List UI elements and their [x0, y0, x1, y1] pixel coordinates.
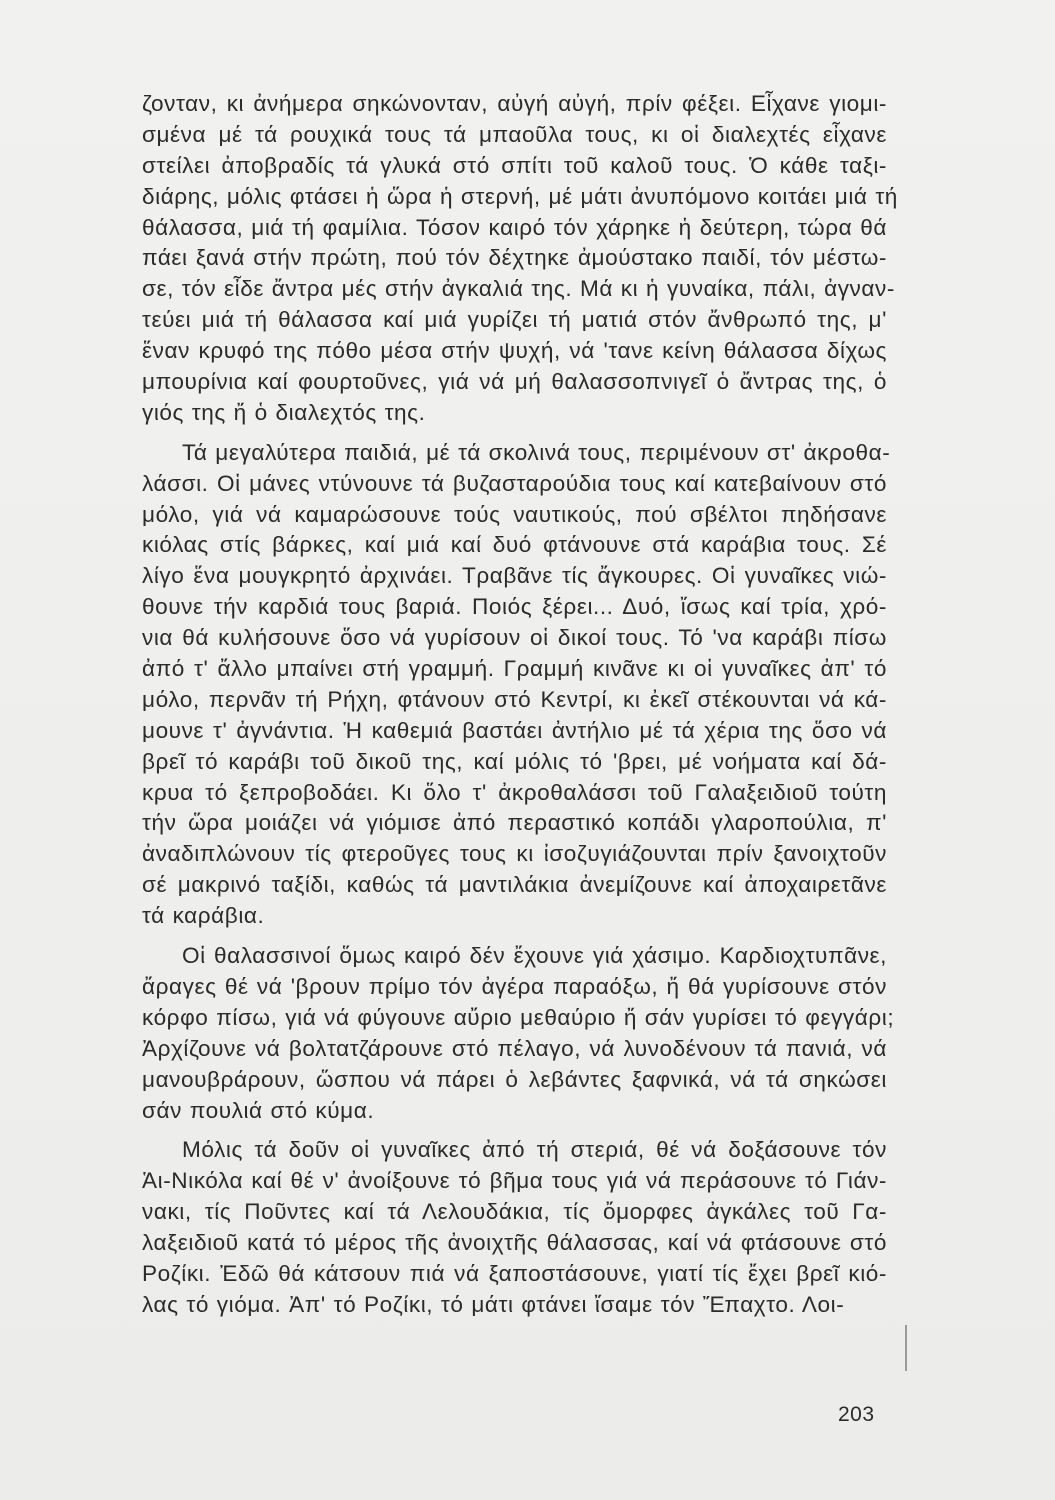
body-text	[142, 89, 898, 1321]
text-line: λαξειδιοῦ κατά τό μέρος τῆς ἀνοιχτῆς θάλασσας, καί νά φτάσουνε στό	[142, 1230, 887, 1256]
text-line: διάρης, μόλις φτάσει ἡ ὥρα ἡ στερνή, μέ μάτι ἀνυπόμονο κοιτάει μιά τή	[142, 183, 898, 209]
text-line: ἀναδιπλώνουν τίς φτεροῦγες τους κι ἰσοζυγιάζουνται πρίν ξανοιχτοῦν	[142, 841, 887, 867]
text-line: λίγο ἕνα μουγκρητό ἀρχινάει. Τραβᾶνε τίς ἄγκουρες. Οἱ γυναῖκες νιώ-	[142, 563, 887, 589]
text-line: λάσσι. Οἱ μάνες ντύνουνε τά βυζασταρούδια τους καί κατεβαίνουν στό	[142, 470, 887, 496]
paragraph	[142, 941, 895, 1126]
text-line: πάει ξανά στήν πρώτη, πού τόν δέχτηκε ἀμούστακο παιδί, τόν μέστω-	[142, 245, 887, 271]
page-number: 203	[838, 1403, 875, 1426]
text-line: ζονταν, κι ἀνήμερα σηκώνονταν, αὐγή αὐγή, πρίν φέξει. Εἶχανε γιομι-	[142, 91, 887, 116]
text-line: Οἱ θαλασσινοί ὅμως καιρό δέν ἔχουνε γιά χάσιμο. Καρδιοχτυπᾶνε,	[182, 943, 887, 969]
text-line: ἕναν κρυφό της πόθο μέσα στήν ψυχή, νά 'τανε κείνη θάλασσα δίχως	[142, 338, 887, 364]
text-line: κιόλας στίς βάρκες, καί μιά καί δυό φτάνουνε στά καράβια τους. Σέ	[142, 532, 887, 558]
text-line: μπουρίνια καί φουρτοῦνες, γιά νά μή θαλασσοπνιγεῖ ὁ ἄντρας της, ὁ	[142, 369, 887, 395]
paragraph	[142, 1135, 887, 1320]
text-line: θάλασσα, μιά τή φαμίλια. Τόσον καιρό τόν χάρηκε ἡ δεύτερη, τώρα θά	[142, 214, 887, 240]
paragraph-gap	[142, 429, 887, 438]
paragraph-gap	[142, 1126, 887, 1135]
text-line: Ἀρχίζουνε νά βολτατζάρουνε στό πέλαγο, νά λυνοδένουν τά πανιά, νά	[142, 1035, 887, 1061]
text-line: τά καράβια.	[142, 903, 265, 929]
text-line: κρυα τό ξεπροβοδάει. Κι ὅλο τ' ἀκροθαλάσσι τοῦ Γαλαξειδιοῦ τούτη	[142, 779, 887, 805]
text-line: μουνε τ' ἀγνάντια. Ἡ καθεμιά βαστάει ἀντήλιο μέ τά χέρια της ὅσο νά	[142, 717, 887, 743]
text-line: κόρφο πίσω, γιά νά φύγουνε αὔριο μεθαύριο ἤ σάν γυρίσει τό φεγγάρι;	[142, 1004, 895, 1030]
text-line: μόλο, γιά νά καμαρώσουνε τούς ναυτικούς, πού σβέλτοι πηδήσανε	[142, 501, 887, 527]
text-line: Ἁι-Νικόλα καί θέ ν' ἀνοίξουνε τό βῆμα τους γιά νά περάσουνε τό Γιάν-	[142, 1168, 887, 1194]
text-line: Ροζίκι. Ἐδῶ θά κάτσουν πιά νά ξαποστάσουνε, γιατί τίς ἔχει βρεῖ κιό-	[142, 1260, 887, 1286]
text-line: ἄραγες θέ νά 'βρουν πρίμο τόν ἀγέρα παραόξω, ἤ θά γυρίσουνε στόν	[142, 973, 887, 999]
text-line: μανουβράρουν, ὥσπου νά πάρει ὁ λεβάντες ξαφνικά, νά τά σηκώσει	[142, 1066, 887, 1092]
text-line: νακι, τίς Ποῦντες καί τά Λελουδάκια, τίς ὄμορφες ἀγκάλες τοῦ Γα-	[142, 1199, 887, 1225]
text-line: στείλει ἀποβραδίς τά γλυκά στό σπίτι τοῦ καλοῦ τους. Ὁ κάθε ταξι-	[142, 152, 887, 178]
text-line: θουνε τήν καρδιά τους βαριά. Ποιός ξέρει... Δυό, ἴσως καί τρία, χρό-	[142, 594, 887, 620]
paragraph	[142, 89, 898, 429]
text-line: τεύει μιά τή θάλασσα καί μιά γυρίζει τή ματιά στόν ἄνθρωπό της, μ'	[142, 307, 887, 333]
margin-mark	[905, 1325, 907, 1371]
text-line: Τά μεγαλύτερα παιδιά, μέ τά σκολινά τους, περιμένουν στ' ἀκροθα-	[182, 439, 891, 465]
text-line: βρεῖ τό καράβι τοῦ δικοῦ της, καί μόλις τό 'βρει, μέ νοήματα καί δά-	[142, 748, 887, 774]
text-line: ἀπό τ' ἄλλο μπαίνει στή γραμμή. Γραμμή κινᾶνε κι οἱ γυναῖκες ἀπ' τό	[142, 656, 887, 682]
text-line: γιός της ἤ ὁ διαλεχτός της.	[142, 399, 426, 425]
text-line: σάν πουλιά στό κύμα.	[142, 1097, 375, 1123]
text-line: μόλο, περνᾶν τή Ρήχη, φτάνουν στό Κεντρί, κι ἐκεῖ στέκουνται νά κά-	[142, 686, 887, 712]
text-line: σέ μακρινό ταξίδι, καθώς τά μαντιλάκια ἀνεμίζουνε καί ἀποχαιρετᾶνε	[142, 872, 887, 898]
paragraph-gap	[142, 932, 887, 941]
text-line: τήν ὥρα μοιάζει νά γιόμισε ἀπό περαστικό κοπάδι γλαροπούλια, π'	[142, 810, 887, 836]
paragraph	[142, 438, 891, 932]
text-line: σμένα μέ τά ρουχικά τους τά μπαοῦλα τους, κι οἱ διαλεχτές εἶχανε	[142, 121, 887, 147]
text-line: σε, τόν εἶδε ἄντρα μές στήν ἀγκαλιά της. Μά κι ἡ γυναίκα, πάλι, ἀγναν-	[142, 276, 895, 302]
text-line: Μόλις τά δοῦν οἱ γυναῖκες ἀπό τή στεριά, θέ νά δοξάσουνε τόν	[182, 1137, 887, 1163]
text-line: νια θά κυλήσουνε ὅσο νά γυρίσουν οἱ δικοί τους. Τό 'να καράβι πίσω	[142, 625, 887, 651]
text-line: λας τό γιόμα. Ἀπ' τό Ροζίκι, τό μάτι φτάνει ἴσαμε τόν Ἔπαχτο. Λοι-	[142, 1291, 845, 1317]
